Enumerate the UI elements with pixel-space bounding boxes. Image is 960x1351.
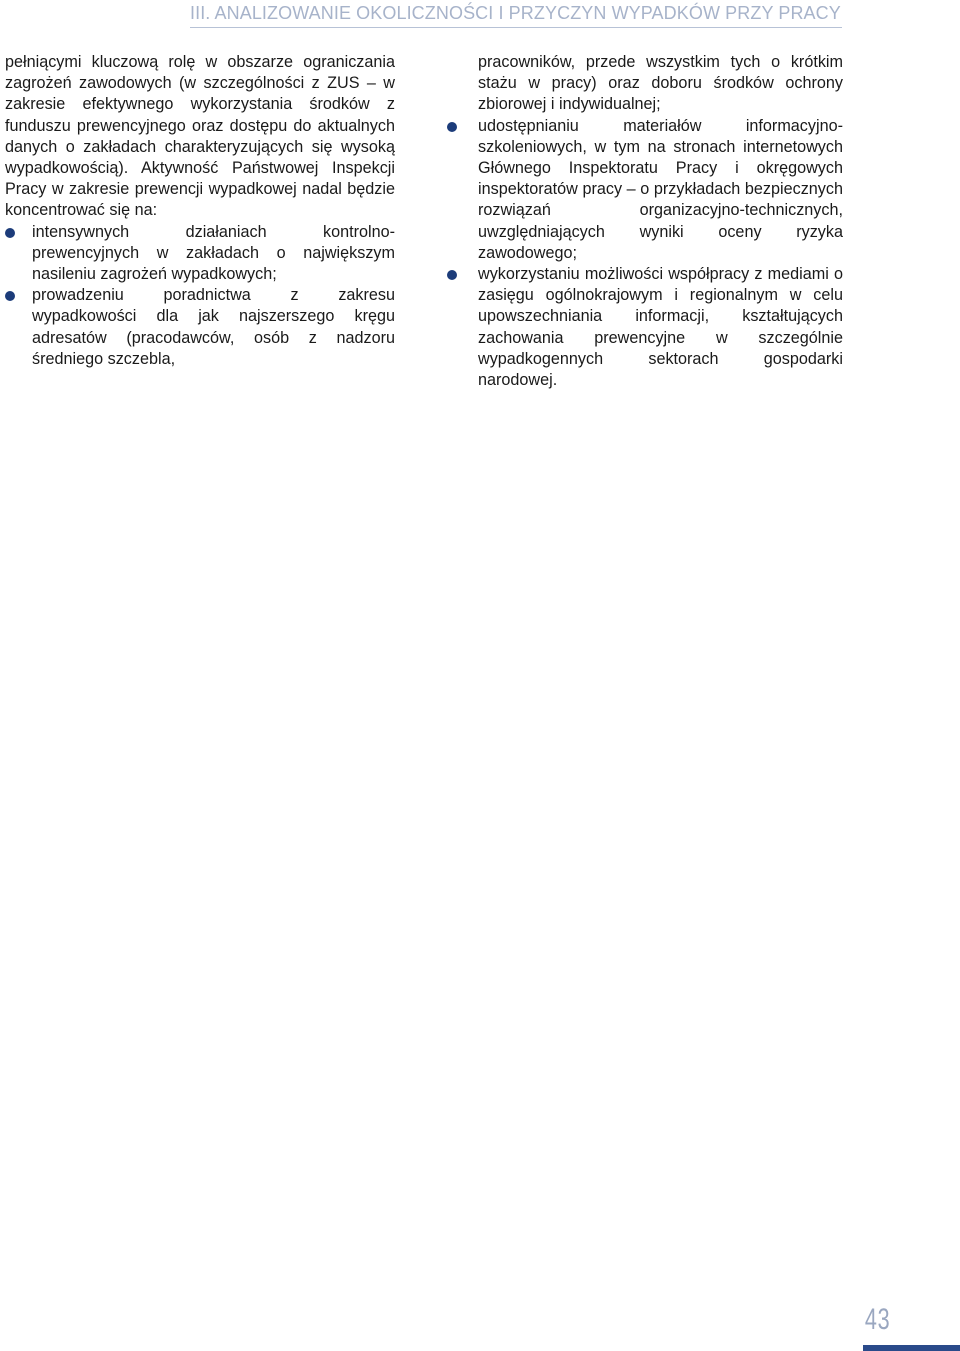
running-header: III. ANALIZOWANIE OKOLICZNOŚCI I PRZYCZYN WYPADKÓW PRZY PRACY	[190, 2, 842, 28]
list-item-text: udostępnianiu materiałów informacyjno-szkoleniowych, w tym na stronach internetowych Głównego Inspektoratu Pracy i okręgowych inspektoratów pracy – o przykładach bezpiecznych rozwiązań organizacyjno-technicznych, uwzględniających wyniki oceny ryzyka zawodowego;	[478, 116, 843, 262]
body-paragraph: pełniącymi kluczową rolę w obszarze ograniczania zagrożeń zawodowych (w szczególności z ZUS – w zakresie efektywnego wykorzystania środków z funduszu prewencyjnego oraz dostępu do aktualnych danych o zakładach charakteryzujących się wysoką wypadkowością). Aktywność Państwowej Inspekcji Pracy w zakresie prewencji wypadkowej nadal będzie koncentrować się na:	[5, 53, 395, 220]
list-item-text: wykorzystaniu możliwości współpracy z mediami o zasięgu ogólnokrajowym i regionalnym w celu upowszechniania informacji, kształtujących zachowania prewencyjne w szczególnie wypadkogennych sektorach gospodarki narodowej.	[478, 265, 843, 390]
list-item	[5, 222, 395, 286]
list-item	[447, 264, 843, 391]
list-item-text: intensywnych działaniach kontrolno-prewencyjnych w zakładach o największym nasileniu zagrożeń wypadkowych;	[32, 222, 395, 284]
bullet-icon	[447, 270, 457, 280]
bullet-list	[5, 222, 395, 370]
right-column	[447, 52, 843, 391]
list-item-text: prowadzeniu poradnictwa z zakresu wypadkowości dla jak najszerszego kręgu adresatów (pracodawców, osób z nadzoru średniego szczebla,	[32, 286, 395, 368]
page-number-rule	[863, 1345, 960, 1351]
bullet-icon	[447, 122, 457, 132]
left-column	[5, 52, 395, 370]
page-number: 43	[864, 1303, 890, 1336]
continued-list-text: pracowników, przede wszystkim tych o krótkim stażu w pracy) oraz doboru środków ochrony zbiorowej i indywidualnej;	[478, 53, 843, 114]
bullet-icon	[5, 228, 15, 238]
bullet-icon	[5, 291, 15, 301]
bullet-list	[447, 116, 843, 392]
list-item	[447, 116, 843, 264]
list-item	[5, 285, 395, 370]
